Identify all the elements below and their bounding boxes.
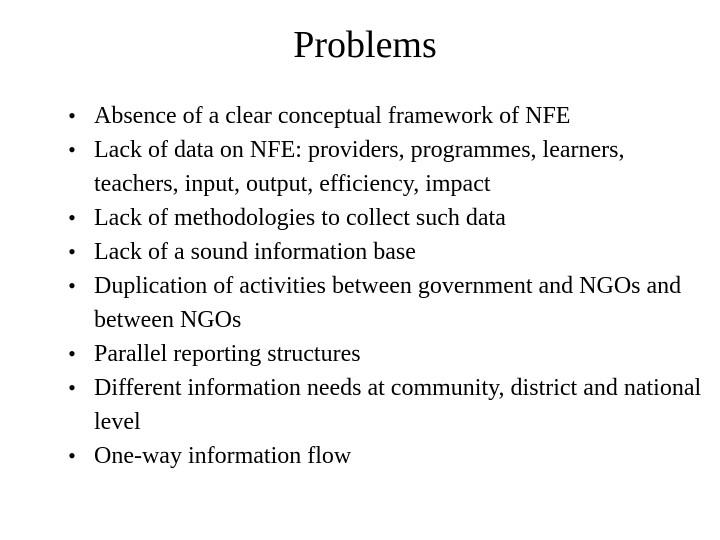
bullet-icon: •	[68, 103, 76, 128]
bullet-text: Absence of a clear conceptual framework of NFE	[94, 103, 571, 129]
bullet-icon: •	[68, 443, 76, 468]
bullet-item	[62, 337, 702, 371]
bullet-list	[62, 99, 702, 473]
bullet-icon: •	[68, 341, 76, 366]
slide-title: Problems	[293, 24, 437, 66]
bullet-text: Different information needs at community, district and national level	[94, 375, 702, 435]
bullet-text: Lack of a sound information base	[94, 239, 416, 265]
bullet-item	[62, 371, 702, 439]
bullet-icon: •	[68, 137, 76, 162]
bullet-icon: •	[68, 375, 76, 400]
bullet-item	[62, 235, 702, 269]
bullet-item	[62, 439, 702, 473]
bullet-icon: •	[68, 239, 76, 264]
bullet-item	[62, 269, 702, 337]
bullet-text: Lack of data on NFE: providers, programmes, learners, teachers, input, output, efficiency, impact	[94, 137, 625, 197]
bullet-icon: •	[68, 205, 76, 230]
bullet-text: Parallel reporting structures	[94, 341, 361, 367]
bullet-text: Lack of methodologies to collect such data	[94, 205, 506, 231]
bullet-text: Duplication of activities between government and NGOs and between NGOs	[94, 273, 682, 333]
bullet-item	[62, 201, 702, 235]
bullet-text: One-way information flow	[94, 443, 352, 469]
bullet-icon: •	[68, 273, 76, 298]
bullet-item	[62, 99, 702, 133]
bullet-item	[62, 133, 702, 201]
